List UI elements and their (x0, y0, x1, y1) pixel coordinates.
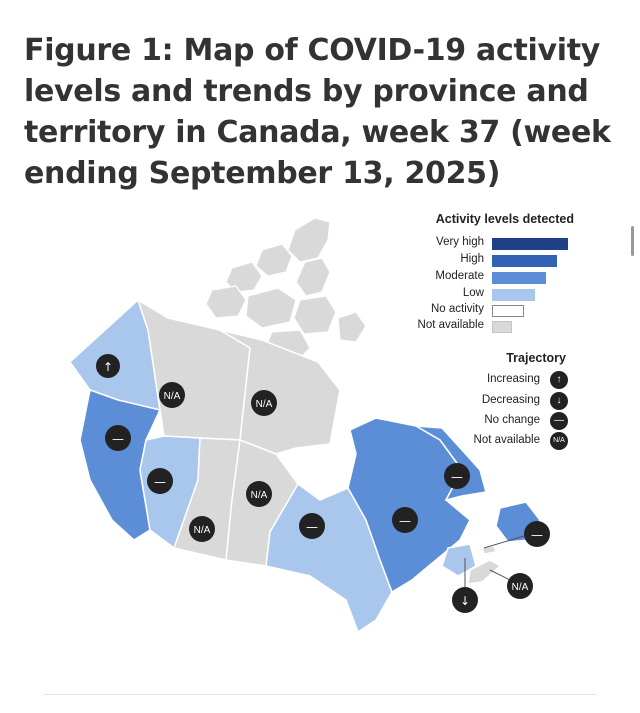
svg-text:—: — (531, 528, 543, 542)
svg-text:N/A: N/A (255, 399, 273, 410)
trajectory-title: Trajectory (506, 351, 566, 365)
arrow-up-icon: ↑ (550, 371, 568, 389)
svg-text:—: — (399, 514, 411, 528)
marker-alberta (147, 468, 173, 494)
region-prince-edward-island (482, 546, 496, 554)
marker-yukon (96, 354, 120, 378)
legend-swatch (492, 305, 524, 317)
trajectory-label: Decreasing (481, 394, 540, 406)
legend-title: Activity levels detected (435, 212, 574, 226)
marker-saskatchewan (189, 516, 215, 542)
marker-newfoundland-labrador (444, 463, 470, 489)
svg-text:—: — (112, 432, 124, 446)
legend-item-high (360, 253, 574, 269)
svg-text:—: — (154, 475, 166, 489)
svg-text:↑: ↑ (102, 360, 114, 374)
legend-item-low (360, 287, 574, 303)
trajectory-label: No change (484, 414, 540, 426)
legend-swatch (492, 321, 512, 333)
legend-swatch (492, 272, 546, 284)
marker-prince-edward-island (524, 521, 550, 547)
legend-item-moderate (360, 270, 574, 286)
legend-label: Low (462, 287, 484, 299)
svg-text:N/A: N/A (163, 391, 181, 402)
legend-label: High (460, 253, 484, 265)
svg-text:N/A: N/A (193, 525, 211, 536)
marker-nunavut (251, 390, 277, 416)
svg-text:—: — (306, 520, 318, 534)
legend-label: Moderate (435, 270, 484, 282)
svg-text:N/A: N/A (250, 490, 268, 501)
page-title: Figure 1: Map of COVID-19 activity levels and trends by province and territory in Canada, week 37 (week ending September 13, 2025) (24, 33, 611, 191)
marker-nova-scotia (507, 573, 533, 599)
legend-swatch (492, 255, 557, 267)
svg-text:—: — (451, 470, 463, 484)
marker-british-columbia (105, 425, 131, 451)
svg-text:↓: ↓ (459, 594, 471, 608)
marker-manitoba (246, 481, 272, 507)
trajectory-label: Increasing (486, 373, 540, 385)
trajectory-item-no-change (420, 412, 570, 432)
legend-item-very-high (360, 236, 574, 252)
trajectory-label: Not available (473, 434, 540, 446)
svg-text:N/A: N/A (511, 582, 529, 593)
legend-label: No activity (430, 303, 484, 315)
legend-swatch (492, 289, 535, 301)
trajectory-item-increasing (420, 371, 570, 391)
dash-icon: — (550, 412, 568, 430)
marker-quebec (392, 507, 418, 533)
marker-northwest-territories (159, 382, 185, 408)
na-icon: N/A (550, 432, 568, 450)
marker-ontario (299, 513, 325, 539)
trajectory-item-decreasing (420, 392, 570, 412)
divider (44, 694, 596, 695)
legend-item-no-activity (360, 303, 574, 319)
trajectory-item-not-available (420, 432, 570, 452)
legend-item-not-available (360, 319, 574, 335)
arrow-down-icon: ↓ (550, 392, 568, 410)
legend-label: Not available (417, 319, 484, 331)
legend-label: Very high (436, 236, 484, 248)
marker-new-brunswick (452, 587, 478, 613)
legend-swatch (492, 238, 568, 250)
